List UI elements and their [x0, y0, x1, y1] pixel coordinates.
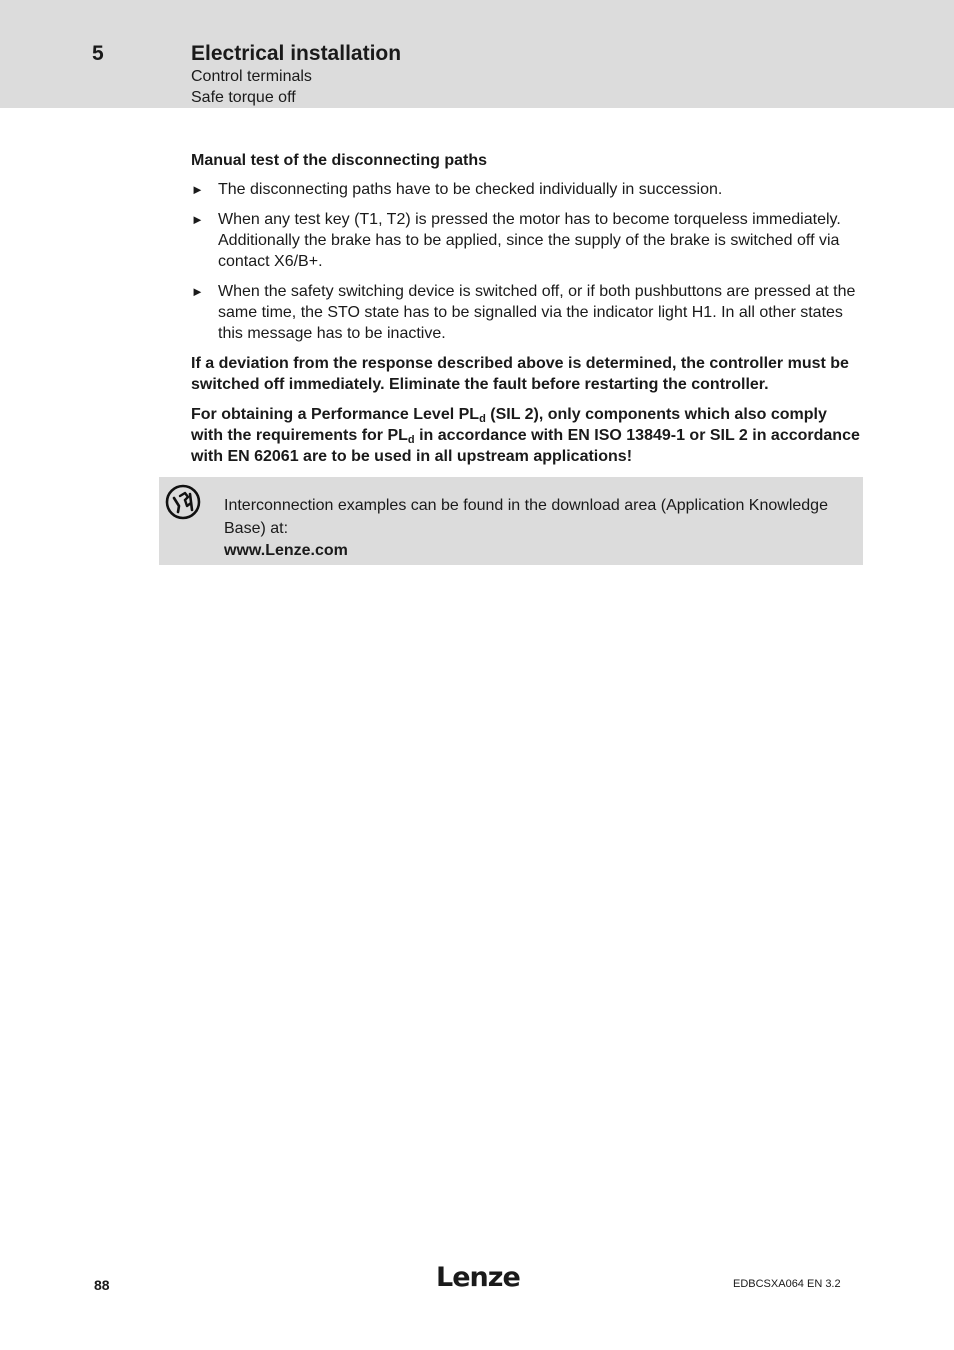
bullet-arrow-icon: ► [191, 284, 204, 299]
page-number: 88 [94, 1277, 110, 1293]
chapter-title: Electrical installation [191, 42, 402, 65]
bullet-list [191, 179, 863, 344]
list-item [191, 281, 863, 344]
section-subtitle-control-terminals: Control terminals [191, 68, 312, 85]
tip-note-box [159, 477, 863, 565]
list-item-text: The disconnecting paths have to be checked individually in succession. [218, 181, 723, 198]
section-heading: Manual test of the disconnecting paths [191, 152, 488, 169]
list-item-text: When any test key (T1, T2) is pressed the motor has to become torqueless immediately. Additionally the brake has to be applied, since the supply of the brake is switched off via contact X6/B+. [218, 211, 841, 270]
deviation-warning: If a deviation from the response described above is determined, the controller must be switched off immediately. Eliminate the fault before restarting the controller. [191, 355, 849, 393]
performance-level-note: For obtaining a Performance Level $PL_d$ (SIL 2), only components which also comply with the requirements for $PL_d$ in accordance with EN ISO 13849-1 or SIL 2 in accordance with EN 62061 are to be used in all upstream applications! [191, 406, 860, 465]
bullet-arrow-icon: ► [191, 212, 204, 227]
chapter-number: 5 [92, 42, 104, 65]
lenze-logo: Lenze [436, 1262, 520, 1293]
tip-note-text [224, 494, 844, 561]
tip-note-body: Interconnection examples can be found in the download area (Application Knowledge Base) at: [224, 497, 828, 537]
main-content [191, 150, 863, 476]
lenze-website-link[interactable]: www.Lenze.com [224, 542, 348, 559]
tip-hand-icon [165, 484, 201, 520]
list-item [191, 179, 863, 200]
section-subtitle-safe-torque-off: Safe torque off [191, 89, 296, 106]
document-id: EDBCSXA064 EN 3.2 [733, 1278, 841, 1290]
list-item-text: When the safety switching device is switched off, or if both pushbuttons are pressed at the same time, the STO state has to be signalled via the indicator light H1. In all other states this message has to be inactive. [218, 283, 856, 342]
bullet-arrow-icon: ► [191, 182, 204, 197]
list-item [191, 209, 863, 272]
header-band [0, 0, 954, 108]
